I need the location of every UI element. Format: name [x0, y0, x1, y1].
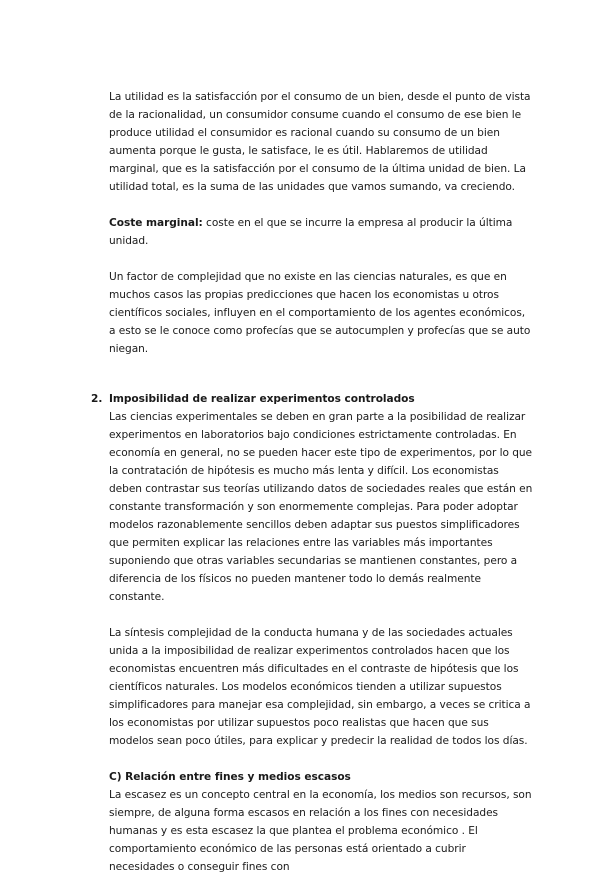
paragraph-utilidad: La utilidad es la satisfacción por el consumo de un bien, desde el punto de vista de la racionalidad, un consumidor consume cuando el consumo de ese bien le produce utilidad el consumidor es racional cuando su consumo de un bien aumenta porque le gusta, le satisface, le es útil. Hablaremos de utilidad marginal, que es la satisfacción por el consumo de la última unidad de bien. La utilidad total, es la suma de las unidades que vamos sumando, va creciendo.: [109, 91, 531, 193]
paragraph-complejidad: Un factor de complejidad que no existe en las ciencias naturales, es que en muchos casos las propias predicciones que hacen los economistas u otros científicos sociales, influyen en el comportamiento de los agentes económicos, a esto se le conoce como profecías que se autocumplen y profecías que se auto niegan.: [109, 271, 531, 355]
paragraph-sintesis: La síntesis complejidad de la conducta humana y de las sociedades actuales unida a la imposibilidad de realizar experimentos controlados hacen que los economistas encuentren más dificultades en el contraste de hipótesis que los científicos naturales. Los modelos económicos tienden a utilizar supuestos simplificadores para manejar esa complejidad, sin embargo, a veces se critica a los economistas por utilizar supuestos poco realistas que hacen que sus modelos sean poco útiles, para explicar y predecir la realidad de todos los días.: [109, 627, 531, 747]
section-title: Imposibilidad de realizar experimentos controlados: [109, 393, 415, 405]
section-heading-2: [91, 390, 534, 408]
paragraph-escasez: La escasez es un concepto central en la economía, los medios son recursos, son siempre, de alguna forma escasos en relación a los fines con necesidades humanas y es esta escasez la que plantea el problema económico . El comportamiento económico de las personas está orientado a cubrir necesidades o conseguir fines con: [109, 789, 532, 873]
coste-marginal-text: coste en el que se incurre la empresa al producir la última unidad.: [109, 217, 513, 247]
paragraph-coste-marginal: [109, 214, 534, 250]
coste-marginal-label: Coste marginal:: [109, 217, 203, 229]
section-number: 2.: [91, 393, 103, 405]
paragraph-experimentos: Las ciencias experimentales se deben en gran parte a la posibilidad de realizar experimentos en laboratorios bajo condiciones estrictamente controladas. En economía en general, no se pueden hacer este tipo de experimentos, por lo que la contratación de hipótesis es mucho más lenta y difícil. Los economistas deben contrastar sus teorías utilizando datos de sociedades reales que están en constante transformación y son enormemente complejas. Para poder adoptar modelos razonablemente sencillos deben adaptar sus puestos simplificadores que permiten explicar las relaciones entre las variables más importantes suponiendo que otras variables secundarias se mantienen constantes, pero a diferencia de los físicos no pueden mantener todo lo demás realmente constante.: [109, 411, 533, 603]
document-body: [91, 88, 534, 876]
section-heading-c: C) Relación entre fines y medios escasos: [109, 771, 351, 783]
